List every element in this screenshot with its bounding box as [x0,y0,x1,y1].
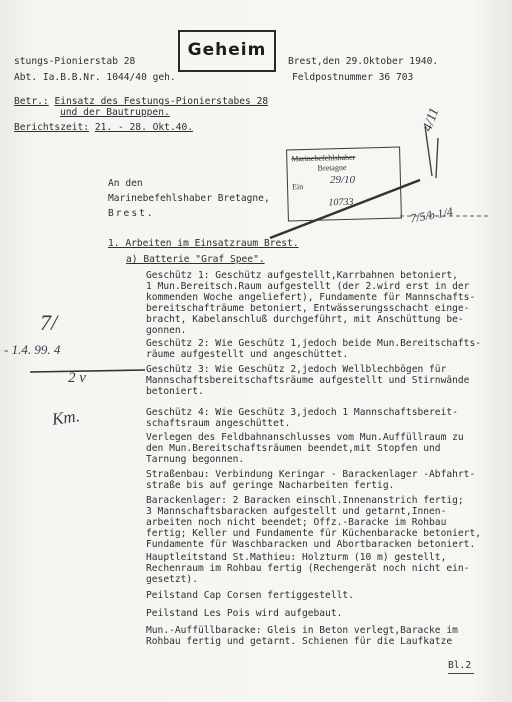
receipt-stamp-line2: Bretagne [317,162,347,173]
handwritten-mark-1: 7/ [40,310,58,335]
handwritten-strokes [250,118,500,258]
item-line: schaftsraum angeschüttet. [146,418,291,429]
handwritten-note-right: 7/5/b 1/4 [409,204,454,226]
item-line: Geschütz 1: Geschütz aufgestellt,Karrbahnen betoniert, [146,270,458,281]
item-line: betoniert. [146,386,204,397]
section-subheading [126,254,265,265]
page-reference: Bl.2 [448,660,472,671]
item-line: 3 Mannschaftsbaracken aufgestellt und getarnt,Innen- [146,506,447,517]
handwritten-mark-4: Km. [50,406,81,429]
handwritten-note-top-right: 4/11 [420,106,443,134]
header-field-post: Feldpostnummer 36 703 [292,72,414,83]
item-line: Rechenraum im Rohbau fertig (Rechengerät noch nicht ein- [146,563,470,574]
item-line: Peilstand Cap Corsen fertiggestellt. [146,590,354,601]
item-line: Rohbau fertig und getarnt. Schienen für die Laufkatze [146,636,453,647]
item-line: Geschütz 3: Wie Geschütz 2,jedoch Wellblechbögen für [146,364,447,375]
address-line3: Brest. [108,208,155,219]
receipt-stamp-line1: Marinebefehlshaber [291,152,356,164]
header-reference-text: Abt. Ia.B.B.Nr. 1044/40 geh. [14,72,176,83]
header-place-date: Brest,den 29.Oktober 1940. [288,56,439,67]
period-label: Berichtszeit: [14,122,90,133]
item-line: Geschütz 4: Wie Geschütz 3,jedoch 1 Mannschaftsbereit- [146,407,458,418]
receipt-stamp-number: 10733 [328,196,354,209]
item-line: gonnen. [146,325,187,336]
item-line: fertig; Keller und Fundamente für Küchenbaracke betoniert, [146,528,482,539]
period-value: 21. - 28. Okt.40. [94,122,194,133]
item-line: gesetzt). [146,574,198,585]
page-reference-rule [448,673,474,674]
subject-line1 [14,96,268,107]
margin-strike-line [0,360,150,380]
handwritten-mark-3: 2 v [68,370,86,386]
subject-text: Einsatz des Festungs-Pionierstabes 28 [54,96,269,107]
handwritten-mark-2: - 1.4. 99. 4 [4,342,61,357]
item-line: Barackenlager: 2 Baracken einschl.Innenanstrich fertig; [146,495,464,506]
address-line2: Marinebefehlshaber Bretagne, [108,193,270,204]
subject-label: Betr.: [14,96,49,107]
item-line: Fundamente für Waschbaracken und Abortbaracken betoniert. [146,539,476,550]
receipt-stamp-line3: Ein [291,182,304,192]
item-line: arbeiten noch nicht beendet; Offz.-Baracke im Rohbau [146,517,447,528]
diagonal-strike-stroke [270,180,420,238]
item-line: bereitschafträume betoniert, Entwässerungsschacht einge- [146,303,470,314]
item-line: bracht, Kabelanschluß durchgeführt, mit Anschüttung be- [146,314,464,325]
item-line: Straßenbau: Verbindung Keringar - Barackenlager -Abfahrt- [146,469,476,480]
report-period [14,122,193,133]
classification-stamp [178,30,276,72]
item-line: Peilstand Les Pois wird aufgebaut. [146,608,343,619]
pencil-stroke [425,126,438,178]
subject-line2: und der Bautruppen. [60,107,170,118]
section-heading: 1. Arbeiten im Einsatzraum Brest. [108,238,299,249]
item-line: kommenden Woche angeliefert), Fundamente für Mannschafts- [146,292,476,303]
item-line: Verlegen des Feldbahnanschlusses vom Mun.Auffüllraum zu [146,432,464,443]
classification-label: Geheim [187,40,267,60]
item-line: den Mun.Bereitschaftsräumen beendet,mit Stopfen und [146,443,441,454]
handwritten-mark-5: 29/10 [330,174,356,186]
item-line: Geschütz 2: Wie Geschütz 1,jedoch beide Mun.Bereitschafts- [146,338,482,349]
item-line: räume aufgestellt und angeschüttet. [146,349,349,360]
header-reference [14,72,176,83]
address-line1: An den [108,178,143,189]
item-line: Tarnung begonnen. [146,454,245,465]
header-office: stungs-Pionierstab 28 [14,56,136,67]
item-line: 1 Mun.Bereitsch.Raum aufgestellt (der 2.wird erst in der [146,281,470,292]
item-line: Mannschaftsbereitschaftsräume aufgestellt und Stirnwände [146,375,470,386]
item-line: straße bis auf geringe Nacharbeiten fertig. [146,480,395,491]
margin-strike-stroke [30,370,145,372]
subheading-text: a) Batterie "Graf Spee". [126,254,265,265]
item-line: Hauptleitstand St.Mathieu: Holzturm (10 m) gestellt, [146,552,447,563]
item-line: Mun.-Auffüllbaracke: Gleis in Beton verlegt,Baracke im [146,625,458,636]
